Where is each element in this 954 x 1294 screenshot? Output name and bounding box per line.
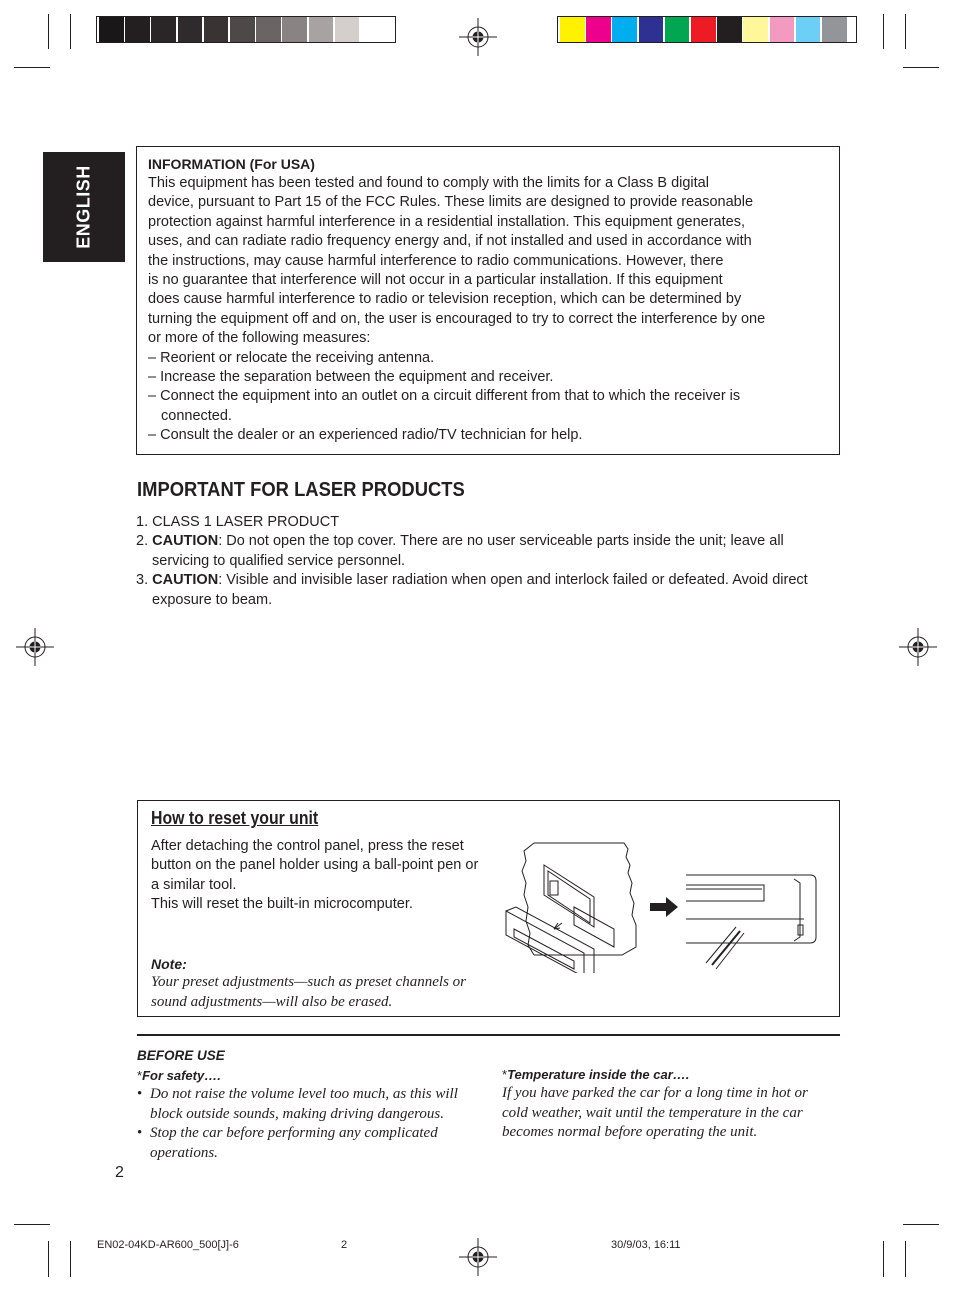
caution-label: CAUTION (152, 533, 219, 550)
footer-date: 30/9/03, 16:11 (611, 1239, 681, 1251)
swatch (796, 17, 821, 42)
page-number: 2 (115, 1164, 124, 1181)
info-line: turning the equipment off and on, the user is encouraged to try to correct the interference by one (148, 310, 766, 327)
swatch (743, 17, 768, 42)
swatch (204, 17, 229, 42)
temperature-heading: *Temperature inside the car…. (502, 1067, 690, 1082)
info-box-title: INFORMATION (For USA) (148, 156, 315, 172)
swatch (770, 17, 795, 42)
reset-illustration (504, 837, 822, 973)
reset-line: a similar tool. (151, 876, 237, 893)
reset-title: How to reset your unit (151, 808, 319, 828)
fcc-info-box (136, 146, 840, 455)
swatch (99, 17, 124, 42)
swatch (691, 17, 716, 42)
swatch (335, 17, 360, 42)
registration-mark-left (16, 628, 54, 666)
caution-label: CAUTION (152, 572, 219, 589)
info-line: does cause harmful interference to radio or television reception, which can be determined by (148, 291, 742, 308)
language-tab (43, 152, 125, 262)
measure-item: – Reorient or relocate the receiving antenna. (148, 349, 435, 366)
footer-file: EN02-04KD-AR600_500[J]-6 (97, 1239, 239, 1251)
swatch (230, 17, 255, 42)
info-line: protection against harmful interference in a residential installation. This equipment generates, (148, 213, 745, 230)
swatch (151, 17, 176, 42)
registration-mark-bottom (459, 1238, 497, 1276)
note-text: Your preset adjustments—such as preset channels or sound adjustments—will also be erased. (151, 974, 466, 1010)
reset-box (137, 800, 840, 1017)
section-divider (137, 1034, 840, 1036)
swatch (560, 17, 585, 42)
swatch (639, 17, 664, 42)
swatch (586, 17, 611, 42)
info-line: device, pursuant to Part 15 of the FCC Rules. These limits are designed to provide reasonable (148, 194, 754, 211)
laser-heading: IMPORTANT FOR LASER PRODUCTS (137, 479, 465, 501)
safety-heading: *For safety…. (137, 1068, 221, 1083)
swatch (717, 17, 742, 42)
measure-item: – Increase the separation between the equipment and receiver. (148, 369, 554, 386)
swatch (125, 17, 150, 42)
swatch (178, 17, 203, 42)
info-line: uses, and can radiate radio frequency energy and, if not installed and used in accordance with (148, 233, 752, 250)
footer-page: 2 (341, 1239, 348, 1251)
reset-line: This will reset the built-in microcomputer. (151, 896, 413, 913)
safety-list (137, 1085, 472, 1163)
info-line: or more of the following measures: (148, 330, 371, 347)
note-label: Note: (151, 956, 187, 972)
language-tab-label: ENGLISH (73, 165, 94, 249)
swatch (309, 17, 334, 42)
swatch (822, 17, 847, 42)
safety-item: • Stop the car before performing any complicated operations. (137, 1125, 438, 1161)
info-line: the instructions, may cause harmful interference to radio communications. However, there (148, 252, 724, 269)
measure-item: – Connect the equipment into an outlet on a circuit different from that to which the receiver is connected. (148, 388, 741, 424)
registration-mark-right (899, 628, 937, 666)
reset-instructions (151, 837, 511, 915)
reset-line: button on the panel holder using a ball-point pen or (151, 857, 479, 874)
info-line: This equipment has been tested and found to comply with the limits for a Class B digital (148, 175, 709, 191)
registration-mark-top (459, 18, 497, 56)
measures-list (148, 349, 798, 446)
safety-item: • Do not raise the volume level too much, as this will block outside sounds, making driving dangerous. (137, 1086, 458, 1122)
measure-item: – Consult the dealer or an experienced radio/TV technician for help. (148, 427, 583, 444)
swatch (361, 17, 386, 42)
before-use-heading: BEFORE USE (137, 1048, 225, 1063)
laser-list (136, 513, 836, 610)
laser-item: 2. CAUTION: Do not open the top cover. There are no user serviceable parts inside the unit; leave all servicing to qualified service personnel. (136, 533, 784, 569)
temperature-text: If you have parked the car for a long time in hot or cold weather, wait until the temperature in the car becomes normal before operating the unit. (502, 1085, 808, 1140)
swatch (282, 17, 307, 42)
laser-item: 3. CAUTION: Visible and invisible laser radiation when open and interlock failed or defeated. Avoid direct exposure to beam. (136, 572, 808, 608)
reset-line: After detaching the control panel, press the reset (151, 838, 464, 854)
laser-item: 1. CLASS 1 LASER PRODUCT (136, 514, 340, 530)
swatch (256, 17, 281, 42)
swatch (665, 17, 690, 42)
swatch (612, 17, 637, 42)
info-line: is no guarantee that interference will not occur in a particular installation. If this equipment (148, 272, 723, 289)
info-box-paragraph (148, 174, 813, 446)
